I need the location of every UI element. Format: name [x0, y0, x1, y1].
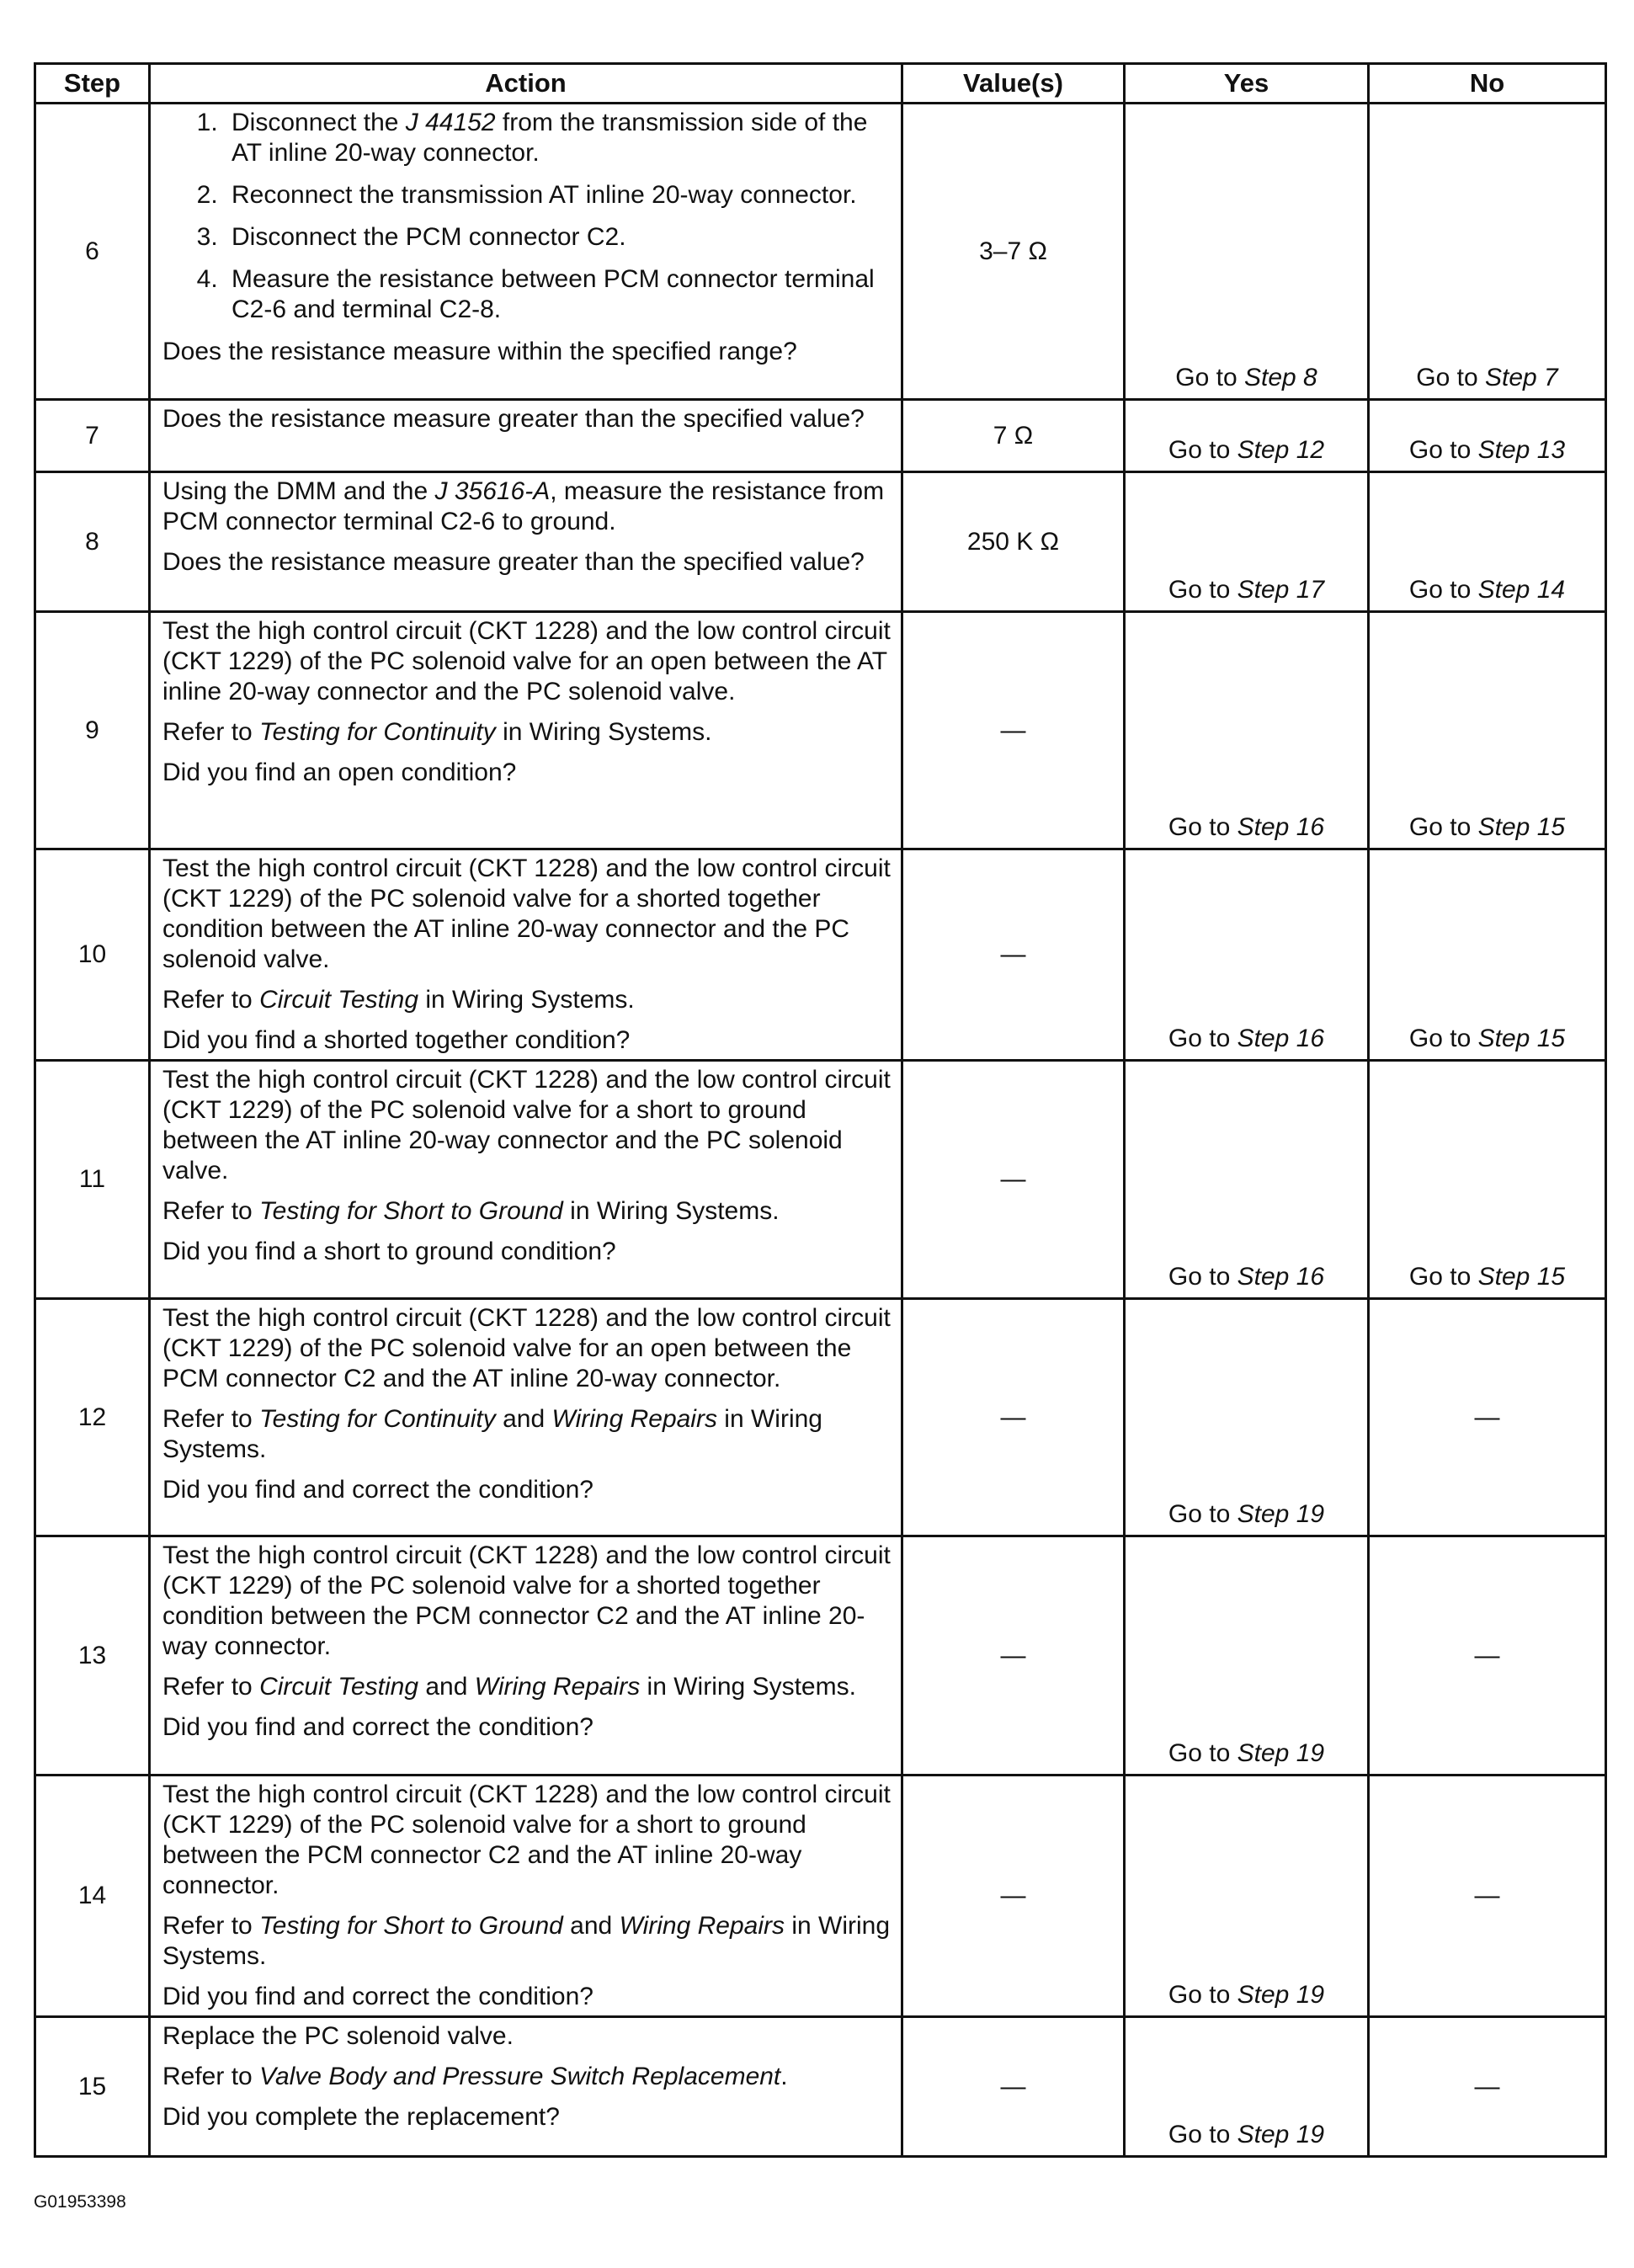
action-paragraph	[162, 717, 892, 748]
action-paragraph	[162, 404, 892, 434]
table-row	[35, 400, 1606, 472]
action-paragraph	[162, 1982, 892, 2012]
action-cell	[150, 1061, 902, 1299]
action-paragraph	[162, 2021, 892, 2052]
step-reference: Step 8	[1243, 364, 1317, 391]
text-run: Test the high control circuit (CKT 1228) and the low control circuit (CKT 1229) of the PC solenoid valve for a short to ground between the PCM connector C2 and the AT inline 20-way connector.	[162, 1781, 891, 1899]
text-run: Reconnect the transmission AT inline 20-way connector.	[232, 181, 857, 209]
step-number: 13	[35, 1536, 150, 1776]
go-to-text: Go to	[1168, 576, 1231, 604]
no-cell	[1369, 849, 1606, 1061]
action-cell	[150, 612, 902, 849]
text-run: in Wiring Systems.	[640, 1673, 856, 1701]
no-cell	[1369, 612, 1606, 849]
text-run: Does the resistance measure greater than the specified value?	[162, 548, 865, 576]
table-header-row	[35, 64, 1606, 104]
italic-reference: J 44152	[405, 109, 496, 136]
step-reference: Step 15	[1477, 1263, 1566, 1291]
step-reference: Step 7	[1484, 364, 1558, 391]
step-number: 12	[35, 1299, 150, 1536]
step-number: 7	[35, 400, 150, 472]
go-to-text: Go to	[1168, 1739, 1231, 1767]
go-to-text: Go to	[1168, 1263, 1231, 1291]
header-step: Step	[35, 64, 150, 104]
value-cell: —	[902, 612, 1125, 849]
action-paragraph	[162, 547, 892, 578]
action-paragraph	[162, 1196, 892, 1227]
action-paragraph	[162, 1780, 892, 1901]
yes-cell	[1125, 400, 1369, 472]
diagnostic-table	[34, 62, 1607, 2158]
table-body	[35, 104, 1606, 2157]
not-applicable-dash: —	[1474, 1403, 1500, 1431]
no-cell	[1369, 1536, 1606, 1776]
text-run: in Wiring Systems.	[162, 1405, 822, 1463]
text-run: Measure the resistance between PCM connector terminal C2-6 and terminal C2-8.	[232, 265, 875, 323]
italic-reference: Testing for Continuity	[259, 1405, 496, 1433]
text-run: and	[562, 1912, 620, 1940]
yes-cell	[1125, 1299, 1369, 1536]
step-number: 10	[35, 849, 150, 1061]
yes-cell	[1125, 1776, 1369, 2017]
text-run: Refer to	[162, 2063, 260, 2090]
no-cell	[1369, 1299, 1606, 1536]
text-run: and	[418, 1673, 475, 1701]
value-cell: —	[902, 1776, 1125, 2017]
action-paragraph	[162, 1911, 892, 1972]
action-step	[225, 180, 892, 210]
go-to-text: Go to	[1175, 364, 1237, 391]
yes-cell	[1125, 1536, 1369, 1776]
go-to-text: Go to	[1168, 1981, 1231, 2009]
text-run: , measure the resistance from PCM connector terminal C2-6 to ground.	[162, 477, 885, 535]
text-run: Test the high control circuit (CKT 1228) and the low control circuit (CKT 1229) of the PC solenoid valve for an open between the PCM connector C2 and the AT inline 20-way connector.	[162, 1304, 891, 1392]
text-run: Refer to	[162, 1197, 260, 1225]
table-row	[35, 1061, 1606, 1299]
text-run: Did you find a shorted together condition?	[162, 1026, 631, 1054]
no-cell	[1369, 2017, 1606, 2157]
value-cell: 7 Ω	[902, 400, 1125, 472]
action-cell	[150, 400, 902, 472]
value-cell: —	[902, 1299, 1125, 1536]
go-to-text: Go to	[1408, 576, 1472, 604]
table-row	[35, 1776, 1606, 2017]
text-run: Did you find an open condition?	[162, 759, 517, 786]
table-row	[35, 1299, 1606, 1536]
table-row	[35, 849, 1606, 1061]
no-cell	[1369, 472, 1606, 612]
action-paragraph	[162, 1237, 892, 1267]
no-cell	[1369, 1061, 1606, 1299]
yes-cell	[1125, 1061, 1369, 1299]
action-step	[225, 108, 892, 168]
step-reference: Step 15	[1477, 813, 1566, 841]
yes-cell	[1125, 2017, 1369, 2157]
text-run: Replace the PC solenoid valve.	[162, 2022, 514, 2050]
no-cell	[1369, 104, 1606, 400]
go-to-text: Go to	[1408, 813, 1472, 841]
not-applicable-dash: —	[1474, 2072, 1500, 2100]
action-cell	[150, 104, 902, 400]
step-reference: Step 19	[1237, 1739, 1325, 1767]
action-cell	[150, 472, 902, 612]
text-run: .	[780, 2063, 788, 2090]
italic-reference: Wiring Repairs	[551, 1405, 717, 1433]
text-run: and	[495, 1405, 552, 1433]
go-to-text: Go to	[1168, 436, 1231, 464]
header-values: Value(s)	[902, 64, 1125, 104]
table-row	[35, 2017, 1606, 2157]
value-cell: —	[902, 1536, 1125, 1776]
go-to-text: Go to	[1408, 1025, 1472, 1052]
step-reference: Step 17	[1237, 576, 1325, 604]
figure-code: G01953398	[34, 2192, 126, 2212]
go-to-text: Go to	[1168, 1500, 1231, 1528]
action-paragraph	[162, 854, 892, 975]
value-cell: 3–7 Ω	[902, 104, 1125, 400]
action-paragraph	[162, 1303, 892, 1394]
step-reference: Step 13	[1477, 436, 1566, 464]
header-yes: Yes	[1125, 64, 1369, 104]
action-paragraph	[162, 2062, 892, 2092]
text-run: Did you find and correct the condition?	[162, 1983, 593, 2010]
action-cell	[150, 1776, 902, 2017]
not-applicable-dash: —	[1474, 1641, 1500, 1669]
italic-reference: Circuit Testing	[259, 1673, 419, 1701]
text-run: Disconnect the PCM connector C2.	[232, 223, 626, 251]
action-paragraph	[162, 476, 892, 537]
text-run: Does the resistance measure within the specified range?	[162, 338, 797, 365]
table-row	[35, 612, 1606, 849]
step-reference: Step 19	[1237, 1500, 1325, 1528]
text-run: Test the high control circuit (CKT 1228) and the low control circuit (CKT 1229) of the PC solenoid valve for a shorted together condition between the PCM connector C2 and the AT inline 20-way connector.	[162, 1541, 891, 1660]
step-reference: Step 14	[1477, 576, 1566, 604]
action-paragraph	[162, 337, 892, 367]
action-paragraph	[162, 1672, 892, 1702]
action-cell	[150, 1299, 902, 1536]
text-run: Did you complete the replacement?	[162, 2103, 560, 2131]
step-reference: Step 16	[1237, 1263, 1325, 1291]
italic-reference: Testing for Short to Ground	[259, 1197, 563, 1225]
yes-cell	[1125, 104, 1369, 400]
text-run: Refer to	[162, 1673, 260, 1701]
table-row	[35, 104, 1606, 400]
header-action: Action	[150, 64, 902, 104]
italic-reference: Testing for Short to Ground	[259, 1912, 563, 1940]
text-run: Did you find and correct the condition?	[162, 1476, 593, 1504]
table-row	[35, 472, 1606, 612]
text-run: Disconnect the	[232, 109, 406, 136]
action-paragraph	[162, 1541, 892, 1662]
text-run: Did you find and correct the condition?	[162, 1713, 593, 1741]
action-paragraph	[162, 1404, 892, 1465]
value-cell: —	[902, 2017, 1125, 2157]
action-paragraph	[162, 1475, 892, 1505]
action-paragraph	[162, 2102, 892, 2132]
action-cell	[150, 1536, 902, 1776]
action-cell	[150, 849, 902, 1061]
step-number: 11	[35, 1061, 150, 1299]
go-to-text: Go to	[1168, 813, 1231, 841]
text-run: in Wiring Systems.	[418, 986, 635, 1014]
text-run: Does the resistance measure greater than the specified value?	[162, 405, 865, 433]
step-number: 15	[35, 2017, 150, 2157]
step-reference: Step 16	[1237, 813, 1325, 841]
step-reference: Step 16	[1237, 1025, 1325, 1052]
go-to-text: Go to	[1416, 364, 1478, 391]
text-run: Refer to	[162, 1912, 260, 1940]
table-row	[35, 1536, 1606, 1776]
text-run: Test the high control circuit (CKT 1228) and the low control circuit (CKT 1229) of the PC solenoid valve for an open between the AT inline 20-way connector and the PC solenoid valve.	[162, 617, 891, 705]
action-paragraph	[162, 1712, 892, 1743]
text-run: Refer to	[162, 986, 260, 1014]
step-number: 9	[35, 612, 150, 849]
step-reference: Step 12	[1237, 436, 1325, 464]
action-paragraph	[162, 1025, 892, 1056]
action-paragraph	[162, 985, 892, 1015]
yes-cell	[1125, 472, 1369, 612]
italic-reference: J 35616-A	[434, 477, 551, 505]
action-paragraph	[162, 758, 892, 788]
action-paragraph	[162, 616, 892, 707]
italic-reference: Circuit Testing	[259, 986, 419, 1014]
go-to-text: Go to	[1408, 1263, 1472, 1291]
text-run: Test the high control circuit (CKT 1228) and the low control circuit (CKT 1229) of the PC solenoid valve for a short to ground between the AT inline 20-way connector and the PC solenoid valve.	[162, 1066, 891, 1185]
italic-reference: Wiring Repairs	[619, 1912, 785, 1940]
step-number: 14	[35, 1776, 150, 2017]
go-to-text: Go to	[1168, 1025, 1231, 1052]
value-cell: 250 K Ω	[902, 472, 1125, 612]
text-run: Test the high control circuit (CKT 1228) and the low control circuit (CKT 1229) of the PC solenoid valve for a shorted together condition between the AT inline 20-way connector and the PC solenoid valve.	[162, 854, 891, 973]
text-run: in Wiring Systems.	[162, 1912, 891, 1970]
step-number: 6	[35, 104, 150, 400]
action-steps-list	[162, 108, 892, 325]
yes-cell	[1125, 612, 1369, 849]
text-run: Did you find a short to ground condition?	[162, 1238, 616, 1265]
action-cell	[150, 2017, 902, 2157]
action-step	[225, 264, 892, 325]
text-run: Refer to	[162, 718, 260, 746]
value-cell: —	[902, 849, 1125, 1061]
value-cell: —	[902, 1061, 1125, 1299]
header-no: No	[1369, 64, 1606, 104]
go-to-text: Go to	[1168, 2121, 1231, 2148]
no-cell	[1369, 1776, 1606, 2017]
not-applicable-dash: —	[1474, 1882, 1500, 1909]
go-to-text: Go to	[1408, 436, 1472, 464]
text-run: in Wiring Systems.	[495, 718, 712, 746]
text-run: in Wiring Systems.	[562, 1197, 780, 1225]
italic-reference: Wiring Repairs	[474, 1673, 641, 1701]
italic-reference: Testing for Continuity	[259, 718, 496, 746]
text-run: from the transmission side of the AT inline 20-way connector.	[232, 109, 868, 167]
italic-reference: Valve Body and Pressure Switch Replacement	[259, 2063, 781, 2090]
action-step	[225, 222, 892, 253]
step-reference: Step 19	[1237, 1981, 1325, 2009]
yes-cell	[1125, 849, 1369, 1061]
no-cell	[1369, 400, 1606, 472]
step-reference: Step 15	[1477, 1025, 1566, 1052]
text-run: Refer to	[162, 1405, 260, 1433]
action-paragraph	[162, 1065, 892, 1186]
step-number: 8	[35, 472, 150, 612]
text-run: Using the DMM and the	[162, 477, 435, 505]
step-reference: Step 19	[1237, 2121, 1325, 2148]
